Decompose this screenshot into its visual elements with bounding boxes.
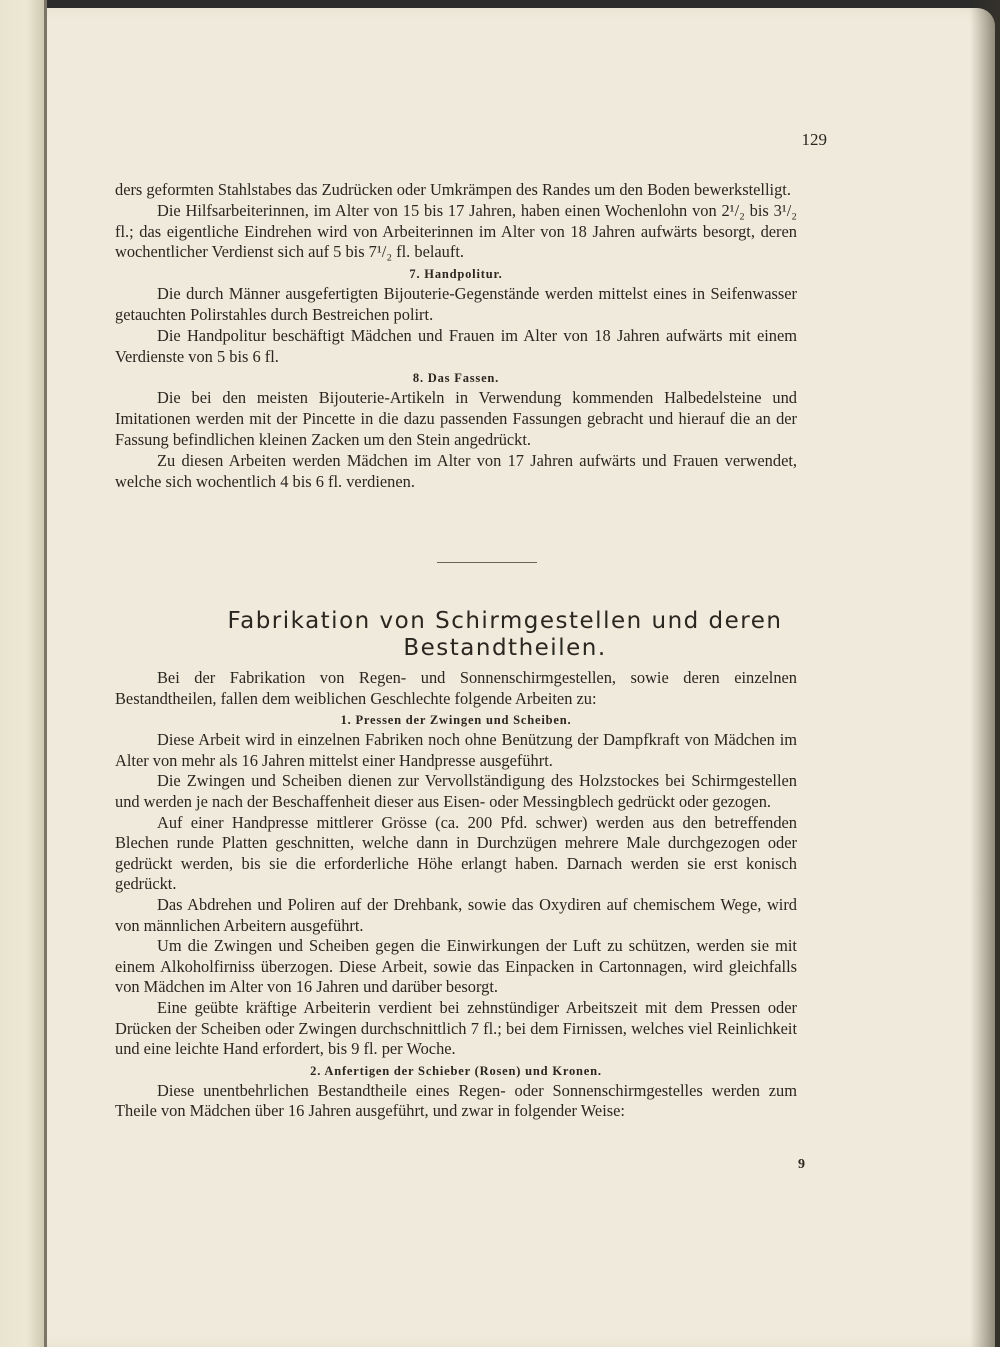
paragraph: Um die Zwingen und Scheiben gegen die Einwirkungen der Luft zu schützen, werden sie mit einem Alkoholfirniss überzogen. Diese Arbeit, sowie das Einpacken in Cartonnagen, wird gleichfalls von Mädchen im Alter von 16 Jahren und darüber besorgt. [115,936,797,997]
paragraph: Die Zwingen und Scheiben dienen zur Vervollständigung des Holzstockes bei Schirmgestellen und werden je nach der Beschaffenheit dieser aus Eisen- oder Messingblech gedrückt oder gezogen. [115,771,797,811]
paragraph: Die bei den meisten Bijouterie-Artikeln in Verwendung kommenden Halbedelsteine und Imitationen werden mit der Pincette in die dazu passenden Fassungen gebracht und hierauf die an der Fassung befindlichen kleinen Zacken um den Stein angedrückt. [115,388,797,449]
subheading-pressen: 1. Pressen der Zwingen und Scheiben. [340,713,572,728]
paragraph: Eine geübte kräftige Arbeiterin verdient bei zehnstündiger Arbeitszeit mit dem Pressen oder Drücken der Scheiben oder Zwingen durchschnittlich 7 fl.; bei dem Firnissen, welches viel Reinlichkeit und eine leichte Hand erfordert, bis 9 fl. per Woche. [115,997,797,1059]
subheading-handpolitur: 7. Handpolitur. [409,267,503,282]
paragraph: Die durch Männer ausgefertigten Bijouterie-Gegenstände werden mittelst eines in Seifenwasser getauchten Polirstahles durch Bestreichen polirt. [115,284,797,324]
page-edge-shadow [970,0,1000,1347]
paragraph: Die Hilfsarbeiterinnen, im Alter von 15 bis 17 Jahren, haben einen Wochenlohn von 2¹/₂ bis 3¹/₂ fl.; das eigentliche Eindrehen wird von Arbeiterinnen im Alter von 18 Jahren aufwärts besorgt, deren wochentlicher Verdienst sich auf 5 bis 7¹/₂ fl. belauft. [115,200,797,262]
subheading-schieber: 2. Anfertigen der Schieber (Rosen) und Kronen. [310,1063,602,1078]
paragraph: Auf einer Handpresse mittlerer Grösse (ca. 200 Pfd. schwer) werden aus den betreffenden Blechen runde Platten geschnitten, welche dann in Durchzügen mehrere Male durchgezogen oder gedrückt werden, bis sie die erforderliche Höhe erlangt haben. Darnach werden sie erst konisch gedrückt. [115,812,797,894]
section-divider [437,562,537,563]
paragraph: Die Handpolitur beschäftigt Mädchen und Frauen im Alter von 18 Jahren aufwärts mit einem Verdienste von 5 bis 6 fl. [115,325,797,366]
sheet-signature-number: 9 [798,1157,805,1172]
page-number: 129 [801,130,827,149]
paragraph: Zu diesen Arbeiten werden Mädchen im Alter von 17 Jahren aufwärts und Frauen verwendet, welche sich wochentlich 4 bis 6 fl. verdienen. [115,450,797,491]
paragraph: Diese Arbeit wird in einzelnen Fabriken noch ohne Benützung der Dampfkraft von Mädchen im Alter von mehr als 16 Jahren mittelst einer Handpresse ausgeführt. [115,730,797,770]
section-title-line1: Fabrikation von Schirmgestellen und deren [227,608,783,634]
top-section [115,180,797,492]
subheading-fassen: 8. Das Fassen. [412,371,500,386]
previous-page-edge [0,0,44,1347]
paragraph: Das Abdrehen und Poliren auf der Drehbank, sowie das Oxydiren auf chemischem Wege, wird von männlichen Arbeitern ausgeführt. [115,894,797,935]
paragraph: Diese unentbehrlichen Bestandtheile eines Regen- oder Sonnenschirmgestelles werden zum Theile von Mädchen über 16 Jahren ausgeführt, und zwar in folgender Weise: [115,1080,797,1121]
main-section [115,668,797,1122]
paragraph: ders geformten Stahlstabes das Zudrücken oder Umkrämpen des Randes um den Boden bewerkstelligt. [115,180,791,199]
paragraph-intro: Bei der Fabrikation von Regen- und Sonnenschirmgestellen, sowie deren einzelnen Bestandtheilen, fallen dem weiblichen Geschlechte folgende Arbeiten zu: [115,668,797,708]
section-title-line2: Bestandtheilen. [403,635,607,661]
section-title [150,608,860,662]
